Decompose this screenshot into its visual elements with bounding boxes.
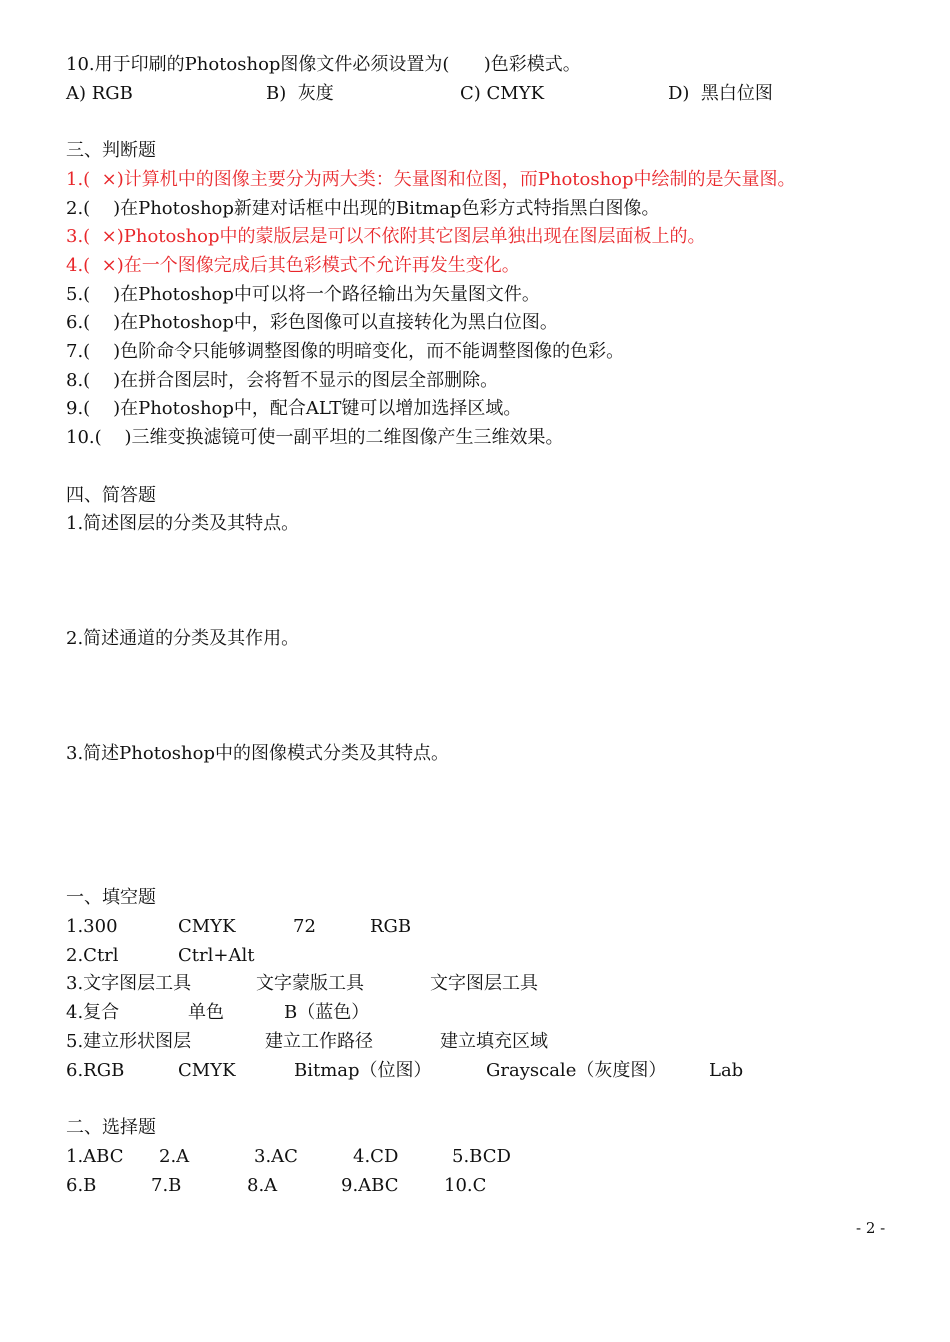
question-10-stem: 10.用于印刷的Photoshop图像文件必须设置为( )色彩模式。: [66, 54, 581, 75]
fill-answer-cell: B（蓝色）: [284, 1002, 370, 1023]
short-item-3: 3.简述Photoshop中的图像模式分类及其特点。: [66, 743, 449, 764]
q10-option-d: D) 黑白位图: [668, 83, 773, 104]
judge-item-1: 1.( ×)计算机中的图像主要分为两大类：矢量图和位图，而Photoshop中绘制的是矢量图。: [66, 169, 796, 190]
q10-option-b: B) 灰度: [266, 83, 334, 104]
fill-answer-cell: CMYK: [178, 1060, 236, 1081]
fill-answer-cell: 1.300: [66, 916, 118, 937]
short-heading: 四、简答题: [66, 485, 156, 506]
choice-answer-cell: 3.AC: [254, 1146, 298, 1167]
judge-item-5: 5.( )在Photoshop中可以将一个路径输出为矢量图文件。: [66, 284, 540, 305]
fill-answer-cell: 72: [293, 916, 316, 937]
fill-answer-cell: 3.文字图层工具: [66, 973, 192, 994]
fill-answer-cell: Ctrl+Alt: [178, 945, 255, 966]
q10-option-a: A) RGB: [66, 83, 133, 104]
judge-item-6: 6.( )在Photoshop中，彩色图像可以直接转化为黑白位图。: [66, 312, 558, 333]
fill-answer-cell: CMYK: [178, 916, 236, 937]
judge-item-10: 10.( )三维变换滤镜可使一副平坦的二维图像产生三维效果。: [66, 427, 564, 448]
choice-answer-cell: 4.CD: [353, 1146, 399, 1167]
fill-answer-cell: 2.Ctrl: [66, 945, 119, 966]
judge-item-9: 9.( )在Photoshop中，配合ALT键可以增加选择区域。: [66, 398, 522, 419]
judge-item-4: 4.( ×)在一个图像完成后其色彩模式不允许再发生变化。: [66, 255, 520, 276]
judge-item-8: 8.( )在拼合图层时，会将暂不显示的图层全部删除。: [66, 370, 499, 391]
fill-answer-cell: RGB: [370, 916, 412, 937]
fill-answers-heading: 一、填空题: [66, 887, 156, 908]
choice-answer-cell: 10.C: [444, 1175, 487, 1196]
fill-answer-cell: Grayscale（灰度图）: [486, 1060, 667, 1081]
fill-answer-cell: 4.复合: [66, 1002, 120, 1023]
judge-item-7: 7.( )色阶命令只能够调整图像的明暗变化，而不能调整图像的色彩。: [66, 341, 625, 362]
short-item-1: 1.简述图层的分类及其特点。: [66, 513, 300, 534]
q10-option-c: C) CMYK: [460, 83, 545, 104]
fill-answer-cell: Bitmap（位图）: [294, 1060, 432, 1081]
choice-answer-cell: 7.B: [151, 1175, 182, 1196]
fill-answer-cell: 文字蒙版工具: [256, 973, 364, 994]
fill-answer-cell: 5.建立形状图层: [66, 1031, 192, 1052]
judge-heading: 三、判断题: [66, 140, 156, 161]
choice-answer-cell: 8.A: [247, 1175, 278, 1196]
choice-answer-cell: 6.B: [66, 1175, 97, 1196]
judge-item-2: 2.( )在Photoshop新建对话框中出现的Bitmap色彩方式特指黑白图像。: [66, 198, 660, 219]
choice-answer-cell: 1.ABC: [66, 1146, 124, 1167]
fill-answer-cell: 6.RGB: [66, 1060, 125, 1081]
judge-item-3: 3.( ×)Photoshop中的蒙版层是可以不依附其它图层单独出现在图层面板上的。: [66, 226, 706, 247]
fill-answer-cell: 文字图层工具: [430, 973, 538, 994]
fill-answer-cell: 单色: [188, 1002, 224, 1023]
fill-answer-cell: 建立填充区域: [440, 1031, 548, 1052]
fill-answer-cell: Lab: [709, 1060, 744, 1081]
fill-answer-cell: 建立工作路径: [265, 1031, 373, 1052]
choice-answer-cell: 5.BCD: [452, 1146, 511, 1167]
page-number: - 2 -: [856, 1219, 886, 1237]
short-item-2: 2.简述通道的分类及其作用。: [66, 628, 300, 649]
choice-answer-cell: 9.ABC: [341, 1175, 399, 1196]
choice-answer-cell: 2.A: [159, 1146, 190, 1167]
choice-answers-heading: 二、选择题: [66, 1117, 156, 1138]
